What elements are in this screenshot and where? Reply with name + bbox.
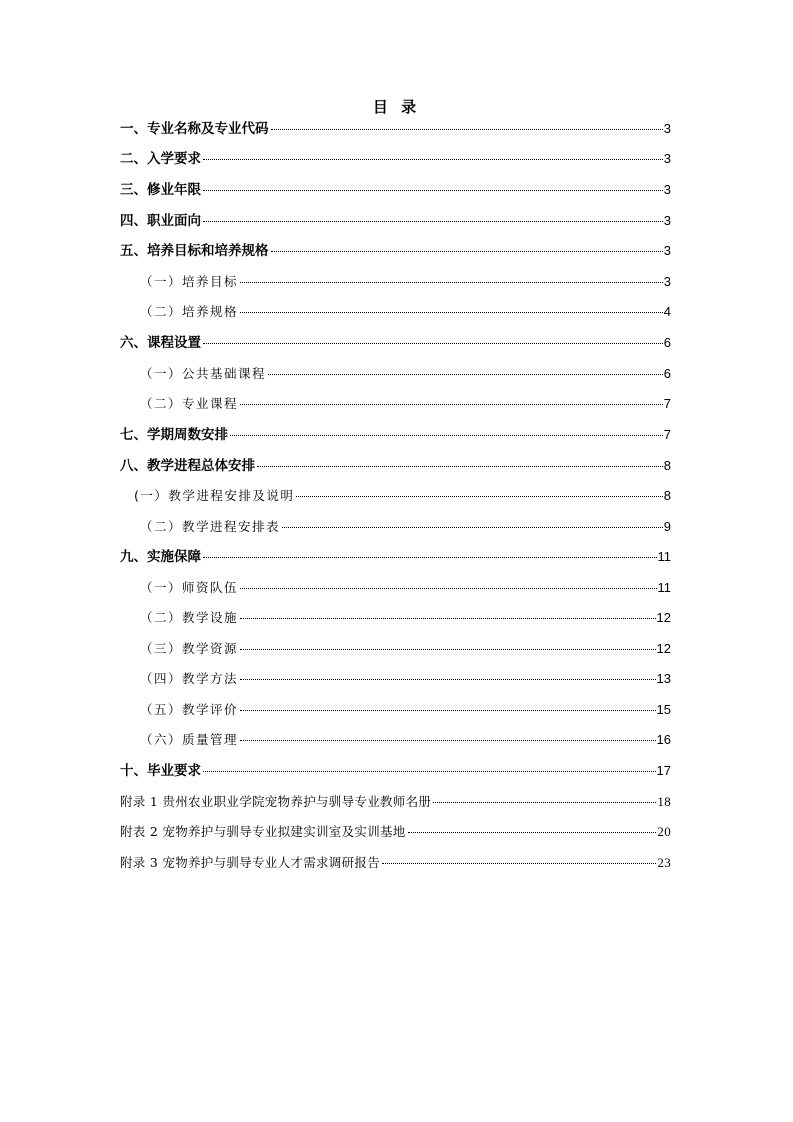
toc-entry-page: 9 <box>663 519 671 534</box>
toc-entry-page: 3 <box>663 243 671 258</box>
toc-entry-page: 7 <box>663 427 671 442</box>
toc-entry[interactable] <box>120 180 671 200</box>
toc-entry-page: 12 <box>656 641 671 656</box>
toc-entry[interactable] <box>120 425 671 445</box>
toc-entry-page: 6 <box>663 366 671 381</box>
dot-leader <box>203 343 663 344</box>
toc-entry-label: (一）教学进程安排及说明 <box>134 488 295 503</box>
toc-entry-label: 八、教学进程总体安排 <box>120 458 255 474</box>
toc-entry-page: 20 <box>657 824 671 839</box>
toc-entry-label: 附录 1 贵州农业职业学院宠物养护与驯导专业教师名册 <box>120 794 432 809</box>
toc-subentry[interactable] <box>140 669 671 689</box>
toc-entry-label: （一）公共基础课程 <box>140 366 267 381</box>
toc-entry-page: 7 <box>663 396 671 411</box>
dot-leader <box>240 649 656 650</box>
toc-entry-page: 18 <box>657 794 671 809</box>
dot-leader <box>240 710 656 711</box>
toc-subentry[interactable] <box>140 272 671 292</box>
toc-entry-page: 8 <box>663 488 671 503</box>
toc-entry[interactable] <box>120 211 671 231</box>
toc-subentry[interactable] <box>140 364 671 384</box>
toc-entry-label: （二）培养规格 <box>140 304 239 319</box>
toc-title: 目 录 <box>372 98 421 116</box>
toc-subentry[interactable] <box>134 486 671 506</box>
toc-entry[interactable] <box>120 333 671 353</box>
toc-entry-label: （二）教学设施 <box>140 610 239 625</box>
toc-appendix-entry[interactable] <box>120 853 671 873</box>
dot-leader <box>257 466 663 467</box>
toc-subentry[interactable] <box>140 608 671 628</box>
toc-appendix-entry[interactable] <box>120 792 671 812</box>
dot-leader <box>433 802 656 803</box>
toc-entry[interactable] <box>120 119 671 139</box>
toc-appendix-entry[interactable] <box>120 822 671 842</box>
toc-entry-label: 九、实施保障 <box>120 549 201 565</box>
toc-entry-label: 三、修业年限 <box>120 182 201 198</box>
toc-subentry[interactable] <box>140 700 671 720</box>
toc-entry-label: （六）质量管理 <box>140 732 239 747</box>
toc-subentry[interactable] <box>140 302 671 322</box>
dot-leader <box>240 618 656 619</box>
toc-entry-label: 二、入学要求 <box>120 151 201 167</box>
toc-entry[interactable] <box>120 547 671 567</box>
toc-entry-page: 13 <box>656 671 671 686</box>
toc-entry-label: （四）教学方法 <box>140 671 239 686</box>
toc-subentry[interactable] <box>140 394 671 414</box>
toc-subentry[interactable] <box>140 517 671 537</box>
toc-entry[interactable] <box>120 149 671 169</box>
toc-entry-label: （二）教学进程安排表 <box>140 519 281 534</box>
toc-entry-page: 3 <box>663 213 671 228</box>
dot-leader <box>240 282 663 283</box>
toc-entry-page: 11 <box>657 549 671 564</box>
toc-entry[interactable] <box>120 241 671 261</box>
toc-entry-label: 附录 3 宠物养护与驯导专业人才需求调研报告 <box>120 855 381 870</box>
toc-entry-label: （一）师资队伍 <box>140 580 239 595</box>
dot-leader <box>268 374 663 375</box>
dot-leader <box>240 404 663 405</box>
toc-entry-label: 一、专业名称及专业代码 <box>120 121 269 137</box>
toc-entry[interactable] <box>120 761 671 781</box>
dot-leader <box>203 190 663 191</box>
dot-leader <box>203 221 663 222</box>
toc-subentry[interactable] <box>140 639 671 659</box>
toc-entry-page: 3 <box>663 151 671 166</box>
toc-entry-label: （一）培养目标 <box>140 274 239 289</box>
toc-entry-page: 4 <box>663 304 671 319</box>
toc-entry-page: 23 <box>657 855 671 870</box>
toc-entry-label: 七、学期周数安排 <box>120 427 228 443</box>
toc-entry-page: 15 <box>656 702 671 717</box>
toc-entry[interactable] <box>120 456 671 476</box>
toc-entry-label: （二）专业课程 <box>140 396 239 411</box>
toc-entry-page: 16 <box>656 732 671 747</box>
toc-entry-page: 17 <box>656 763 671 778</box>
toc-entry-page: 12 <box>656 610 671 625</box>
toc-entry-label: （五）教学评价 <box>140 702 239 717</box>
dot-leader <box>282 527 663 528</box>
dot-leader <box>230 435 663 436</box>
toc-entry-page: 6 <box>663 335 671 350</box>
toc-entry-page: 3 <box>663 274 671 289</box>
toc-entry-label: 四、职业面向 <box>120 213 201 229</box>
toc-entry-label: 十、毕业要求 <box>120 763 201 779</box>
dot-leader <box>203 159 663 160</box>
toc-entry-label: 六、课程设置 <box>120 335 201 351</box>
dot-leader <box>382 863 656 864</box>
toc-entry-label: 附表 2 宠物养护与驯导专业拟建实训室及实训基地 <box>120 824 406 839</box>
toc-entry-label: （三）教学资源 <box>140 641 239 656</box>
dot-leader <box>271 129 663 130</box>
toc-entry-page: 11 <box>657 580 671 595</box>
dot-leader <box>240 588 656 589</box>
dot-leader <box>408 832 657 833</box>
dot-leader <box>240 312 663 313</box>
dot-leader <box>240 740 656 741</box>
dot-leader <box>203 771 656 772</box>
dot-leader <box>271 251 663 252</box>
toc-entry-label: 五、培养目标和培养规格 <box>120 243 269 259</box>
toc-subentry[interactable] <box>140 730 671 750</box>
toc-entry-page: 3 <box>663 121 671 136</box>
dot-leader <box>240 679 656 680</box>
dot-leader <box>203 557 657 558</box>
toc-subentry[interactable] <box>140 578 671 598</box>
dot-leader <box>296 496 662 497</box>
toc-entry-page: 8 <box>663 458 671 473</box>
toc-entry-page: 3 <box>663 182 671 197</box>
